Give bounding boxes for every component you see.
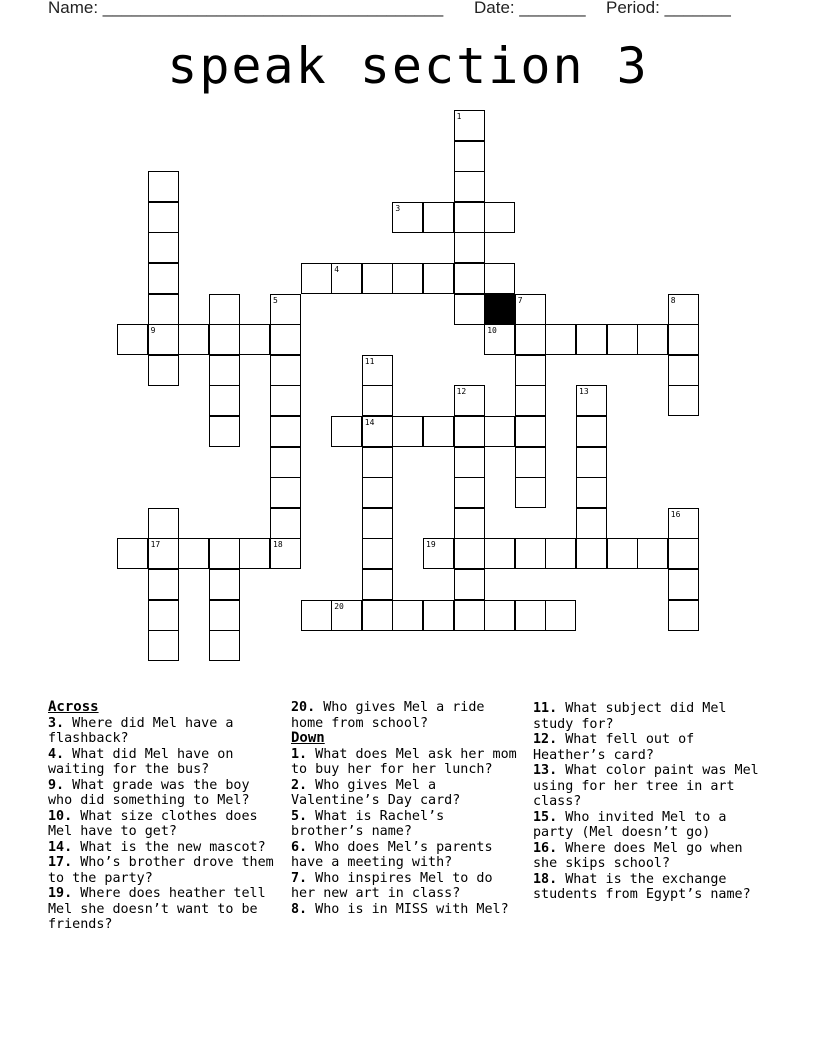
- across-clue: [48, 716, 280, 747]
- grid-cell[interactable]: [576, 477, 607, 508]
- clue-num: 6.: [291, 839, 308, 855]
- grid-cell[interactable]: [668, 538, 699, 569]
- across-clue: [48, 747, 280, 778]
- grid-cell[interactable]: [637, 324, 668, 355]
- grid-cell[interactable]: [148, 600, 179, 631]
- grid-cell[interactable]: [362, 263, 393, 294]
- grid-cell[interactable]: [148, 263, 179, 294]
- grid-cell[interactable]: [668, 294, 699, 325]
- clue-number: 12: [456, 387, 467, 397]
- clue-text: Who gives Mel a Valentine’s Day card?: [291, 777, 461, 808]
- black-cell: [484, 294, 515, 325]
- clue-text: Who invited Mel to a party (Mel doesn’t go): [533, 809, 727, 840]
- down-clue: [533, 732, 765, 763]
- grid-cell[interactable]: [239, 324, 270, 355]
- grid-cell[interactable]: [515, 416, 546, 447]
- clue-num: 4.: [48, 746, 65, 762]
- grid-cell[interactable]: [148, 569, 179, 600]
- clue-column-3: [533, 701, 765, 903]
- grid-cell[interactable]: [209, 569, 240, 600]
- grid-cell[interactable]: [484, 600, 515, 631]
- grid-cell[interactable]: [178, 324, 209, 355]
- grid-cell[interactable]: [454, 294, 485, 325]
- across-clue: [48, 778, 280, 809]
- grid-cell[interactable]: [423, 416, 454, 447]
- grid-cell[interactable]: [392, 202, 423, 233]
- clue-num: 19.: [48, 886, 73, 901]
- grid-cell[interactable]: [270, 538, 301, 569]
- grid-cell[interactable]: [668, 600, 699, 631]
- clue-text: Who does Mel’s parents have a meeting with?: [291, 839, 493, 870]
- grid-cell[interactable]: [362, 538, 393, 569]
- page-title: speak section 3: [167, 37, 649, 95]
- clue-number: 13: [579, 387, 589, 397]
- across-heading: Across: [48, 699, 99, 715]
- grid-cell[interactable]: [270, 294, 301, 325]
- clue-number: 10: [487, 326, 497, 336]
- clue-num: 9.: [48, 777, 65, 793]
- clue-text: Where does heather tell Mel she doesn’t want to be friends?: [48, 886, 266, 932]
- grid-cell[interactable]: [423, 263, 454, 294]
- clue-number: 17: [150, 540, 161, 550]
- grid-cell[interactable]: [515, 324, 546, 355]
- grid-cell[interactable]: [270, 416, 301, 447]
- grid-cell[interactable]: [668, 324, 699, 355]
- grid-cell[interactable]: [668, 385, 699, 416]
- period-field[interactable]: Period: _______: [606, 0, 731, 17]
- grid-cell[interactable]: [484, 324, 515, 355]
- grid-cell[interactable]: [454, 263, 485, 294]
- clue-num: 11.: [533, 701, 558, 716]
- across-clue: [48, 809, 280, 840]
- clue-number: 8: [670, 295, 676, 305]
- grid-cell[interactable]: [301, 263, 332, 294]
- grid-cell[interactable]: [607, 538, 638, 569]
- clue-text: Who’s brother drove them to the party?: [48, 855, 274, 886]
- clue-num: 7.: [291, 870, 308, 886]
- down-clue: [291, 871, 523, 902]
- clue-number: 5: [273, 295, 278, 305]
- grid-cell[interactable]: [362, 569, 393, 600]
- clue-num: 10.: [48, 808, 73, 824]
- grid-cell[interactable]: [148, 630, 179, 661]
- grid-cell[interactable]: [209, 630, 240, 661]
- grid-cell[interactable]: [270, 477, 301, 508]
- clue-text: What color paint was Mel using for her tree in art class?: [533, 763, 759, 809]
- grid-cell[interactable]: [148, 202, 179, 233]
- clue-number: 14: [364, 418, 375, 427]
- grid-cell[interactable]: [178, 538, 209, 569]
- grid-cell[interactable]: [454, 202, 485, 233]
- grid-cell[interactable]: [148, 171, 179, 202]
- clue-num: 16.: [533, 840, 558, 856]
- down-clue: [533, 763, 765, 810]
- grid-cell[interactable]: [209, 538, 240, 569]
- grid-cell[interactable]: [423, 538, 454, 569]
- grid-cell[interactable]: [117, 324, 148, 355]
- grid-cell[interactable]: [331, 416, 362, 447]
- grid-cell[interactable]: [209, 600, 240, 631]
- grid-cell[interactable]: [454, 171, 485, 202]
- grid-cell[interactable]: [454, 477, 485, 508]
- grid-cell[interactable]: [148, 538, 179, 569]
- grid-cell[interactable]: [454, 232, 485, 263]
- name-field[interactable]: Name: ____________________________________: [48, 0, 444, 17]
- down-clue: [533, 701, 765, 732]
- clue-number: 9: [150, 326, 156, 336]
- clue-number: 4: [334, 265, 340, 274]
- clue-column-1: [48, 700, 280, 933]
- clue-column-2: [291, 700, 523, 917]
- grid-cell[interactable]: [239, 538, 270, 569]
- clue-number: 19: [426, 540, 436, 550]
- grid-cell[interactable]: [545, 538, 576, 569]
- clue-number: 20: [334, 601, 344, 611]
- grid-cell[interactable]: [209, 294, 240, 325]
- clue-text: Who is in MISS with Mel?: [307, 901, 509, 917]
- grid-cell[interactable]: [331, 600, 362, 631]
- grid-cell[interactable]: [362, 416, 393, 447]
- grid-cell[interactable]: [454, 141, 485, 172]
- across-clue: [48, 886, 280, 933]
- down-heading: Down: [291, 730, 325, 746]
- clue-num: 3.: [48, 715, 65, 731]
- clue-num: 18.: [533, 871, 558, 887]
- grid-cell[interactable]: [515, 447, 546, 478]
- grid-cell[interactable]: [576, 447, 607, 478]
- grid-cell[interactable]: [515, 538, 546, 569]
- clue-text: What is Rachel’s brother’s name?: [291, 808, 445, 839]
- grid-cell[interactable]: [209, 385, 240, 416]
- clue-num: 2.: [291, 777, 308, 793]
- grid-cell[interactable]: [454, 416, 485, 447]
- clue-text: What grade was the boy who did something to Mel?: [48, 777, 250, 808]
- grid-cell[interactable]: [362, 447, 393, 478]
- grid-cell[interactable]: [454, 385, 485, 416]
- grid-cell[interactable]: [392, 416, 423, 447]
- grid-cell[interactable]: [668, 569, 699, 600]
- clue-number: 1: [456, 112, 462, 121]
- down-clue: [533, 872, 765, 903]
- grid-cell[interactable]: [545, 324, 576, 355]
- across-clue: [48, 840, 280, 856]
- grid-cell[interactable]: [270, 324, 301, 355]
- grid-cell[interactable]: [454, 110, 485, 141]
- clue-text: What does Mel ask her mom to buy her for her lunch?: [291, 746, 517, 777]
- grid-cell[interactable]: [117, 538, 148, 569]
- grid-cell[interactable]: [576, 324, 607, 355]
- clue-num: 1.: [291, 746, 308, 762]
- grid-cell[interactable]: [545, 600, 576, 631]
- down-clue: [291, 902, 523, 918]
- grid-cell[interactable]: [454, 447, 485, 478]
- clue-text: What subject did Mel study for?: [533, 701, 727, 732]
- clue-number: 7: [517, 295, 523, 305]
- clue-text: What size clothes does Mel have to get?: [48, 808, 258, 839]
- grid-cell[interactable]: [148, 294, 179, 325]
- down-clue: [291, 809, 523, 840]
- grid-cell[interactable]: [515, 355, 546, 386]
- grid-cell[interactable]: [270, 385, 301, 416]
- grid-cell[interactable]: [362, 600, 393, 631]
- grid-cell[interactable]: [362, 385, 393, 416]
- clue-number: 18: [273, 540, 283, 550]
- grid-cell[interactable]: [576, 538, 607, 569]
- grid-cell[interactable]: [392, 600, 423, 631]
- clue-num: 12.: [533, 732, 558, 747]
- down-clue: [291, 778, 523, 809]
- grid-cell[interactable]: [392, 263, 423, 294]
- clue-num: 20.: [291, 700, 316, 715]
- clue-num: 14.: [48, 839, 73, 855]
- grid-cell[interactable]: [637, 538, 668, 569]
- grid-cell[interactable]: [270, 508, 301, 539]
- clue-text: Who gives Mel a ride home from school?: [291, 700, 485, 731]
- grid-cell[interactable]: [148, 324, 179, 355]
- grid-cell[interactable]: [484, 416, 515, 447]
- clue-number: 16: [670, 509, 681, 519]
- grid-cell[interactable]: [576, 508, 607, 539]
- across-clue: [291, 700, 523, 731]
- grid-cell[interactable]: [362, 508, 393, 539]
- across-clue: [48, 855, 280, 886]
- grid-cell[interactable]: [301, 600, 332, 631]
- grid-cell[interactable]: [148, 508, 179, 539]
- clue-num: 13.: [533, 763, 558, 778]
- grid-cell[interactable]: [209, 416, 240, 447]
- clue-text: What is the new mascot?: [72, 839, 266, 855]
- grid-cell[interactable]: [423, 202, 454, 233]
- grid-cell[interactable]: [362, 477, 393, 508]
- grid-cell[interactable]: [484, 202, 515, 233]
- clue-text: Where did Mel have a flashback?: [48, 715, 234, 746]
- clue-num: 8.: [291, 901, 308, 917]
- grid-cell[interactable]: [515, 600, 546, 631]
- clue-number: 3: [395, 203, 401, 213]
- grid-cell[interactable]: [607, 324, 638, 355]
- grid-cell[interactable]: [515, 477, 546, 508]
- clue-number: 11: [364, 356, 375, 366]
- grid-cell[interactable]: [515, 385, 546, 416]
- down-clue: [533, 841, 765, 872]
- grid-cell[interactable]: [515, 294, 546, 325]
- grid-cell[interactable]: [668, 508, 699, 539]
- grid-cell[interactable]: [576, 385, 607, 416]
- grid-cell[interactable]: [668, 355, 699, 386]
- clue-text: Where does Mel go when she skips school?: [533, 840, 743, 871]
- date-field[interactable]: Date: _______: [474, 0, 586, 17]
- grid-cell[interactable]: [148, 232, 179, 263]
- grid-cell[interactable]: [270, 355, 301, 386]
- clue-text: What is the exchange students from Egypt’s name?: [533, 871, 751, 902]
- grid-cell[interactable]: [454, 569, 485, 600]
- grid-cell[interactable]: [148, 355, 179, 386]
- clue-text: What fell out of Heather’s card?: [533, 732, 695, 763]
- grid-cell[interactable]: [209, 355, 240, 386]
- down-clue: [291, 840, 523, 871]
- clue-num: 5.: [291, 808, 308, 824]
- grid-cell[interactable]: [362, 355, 393, 386]
- clue-text: Who inspires Mel to do her new art in class?: [291, 870, 493, 901]
- grid-cell[interactable]: [270, 447, 301, 478]
- grid-cell[interactable]: [331, 263, 362, 294]
- clue-num: 15.: [533, 809, 558, 825]
- grid-cell[interactable]: [454, 508, 485, 539]
- clue-num: 17.: [48, 855, 73, 870]
- clue-text: What did Mel have on waiting for the bus?: [48, 746, 234, 777]
- grid-cell[interactable]: [423, 600, 454, 631]
- down-clue: [291, 747, 523, 778]
- grid-cell[interactable]: [209, 324, 240, 355]
- grid-cell[interactable]: [484, 538, 515, 569]
- grid-cell[interactable]: [454, 538, 485, 569]
- grid-cell[interactable]: [576, 416, 607, 447]
- grid-cell[interactable]: [454, 600, 485, 631]
- grid-cell[interactable]: [484, 263, 515, 294]
- down-clue: [533, 810, 765, 841]
